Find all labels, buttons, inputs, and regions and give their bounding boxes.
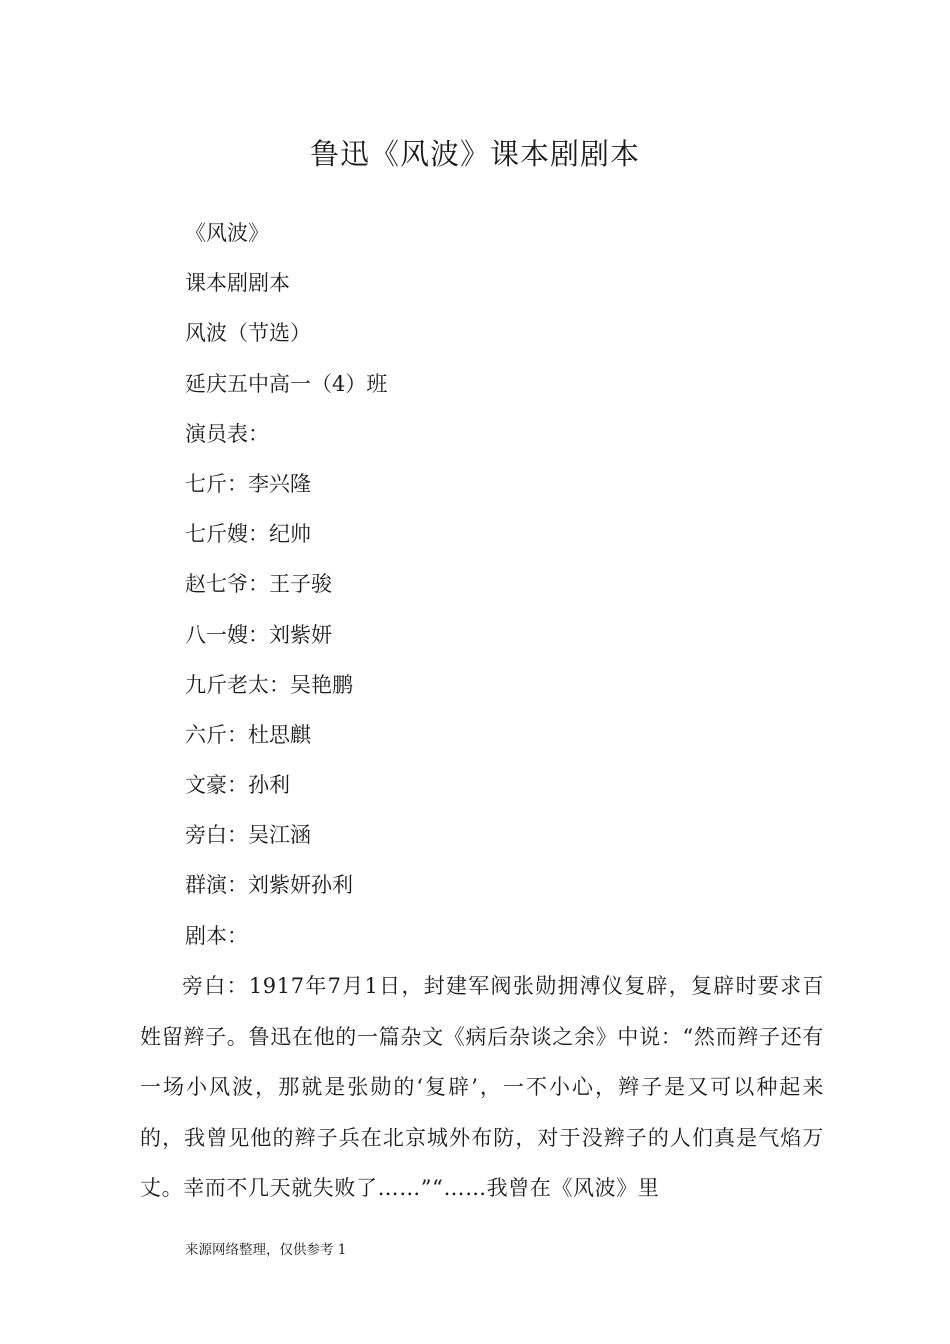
cast-entry: 文豪：孙利 — [185, 773, 290, 798]
text-line-script-label: 课本剧剧本 — [185, 271, 290, 296]
cast-entry: 群演：刘紫妍孙利 — [185, 873, 353, 898]
cast-entry: 七斤嫂：纪帅 — [185, 522, 311, 547]
cast-entry: 赵七爷：王子骏 — [185, 572, 332, 597]
text-line-script-heading: 剧本： — [185, 923, 248, 948]
line-list — [185, 212, 825, 965]
body-paragraph: 旁白：1917年7月1日，封建军阀张勋拥溥仪复辟，复辟时要求百姓留辫子。鲁迅在他的一篇杂文《病后杂谈之余》中说：“然而辫子还有一场小风波，那就是张勋的‘复辟’，一不小心，辫子是又可以种起来的，我曾见他的辫子兵在北京城外布防，对于没辫子的人们真是气焰万丈。幸而不几天就失败了……”“……我曾在《风波》里 — [140, 974, 824, 1200]
cast-entry: 旁白：吴江涵 — [185, 823, 311, 848]
text-line-subtitle: 《风波》 — [185, 221, 269, 245]
text-line-class: 延庆五中高一（4）班 — [185, 371, 388, 396]
cast-entry: 六斤：杜思麒 — [185, 722, 311, 747]
text-line-cast-heading: 演员表： — [185, 421, 269, 446]
text-line-excerpt-title: 风波（节选） — [185, 321, 311, 346]
cast-entry: 八一嫂：刘紫妍 — [185, 622, 332, 647]
cast-entry: 九斤老太：吴艳鹏 — [185, 672, 353, 697]
page-footer: 来源网络整理，仅供参考 1 — [185, 1242, 347, 1258]
page-title: 鲁迅《风波》课本剧剧本 — [309, 137, 640, 171]
cast-entry: 七斤：李兴隆 — [185, 471, 311, 496]
